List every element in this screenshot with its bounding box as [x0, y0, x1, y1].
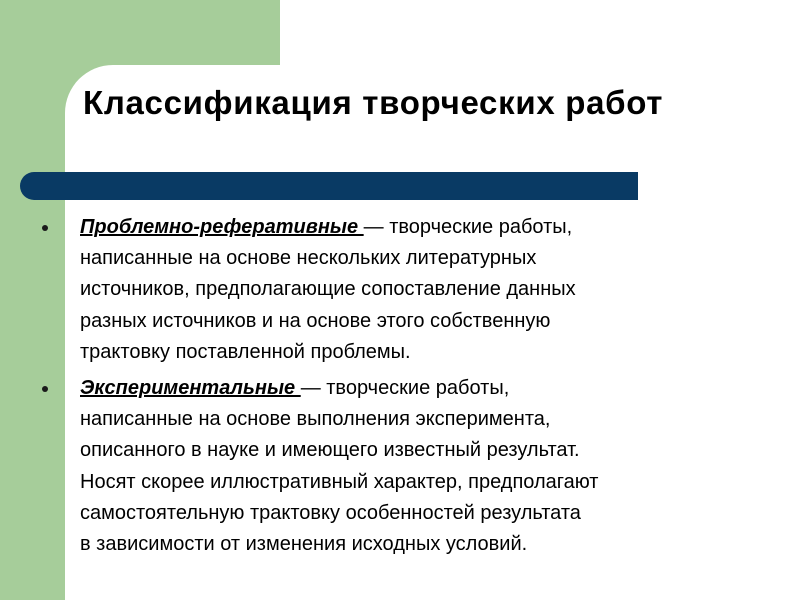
definition-line: самостоятельную трактовку особенностей результата	[80, 501, 581, 524]
definition-text: — творческие работы,	[300, 377, 510, 400]
bullet-icon	[42, 386, 48, 392]
slide-title: Классификация творческих работ	[83, 84, 664, 121]
definition-line: описанного в науке и имеющего известный результат.	[80, 439, 580, 462]
bullet-list	[40, 212, 785, 560]
bullet-item-problem-abstract	[40, 212, 785, 368]
definition-line: источников, предполагающие сопоставление данных	[80, 278, 576, 301]
definition-line: Носят скорее иллюстративный характер, предполагают	[80, 470, 599, 493]
bullet-item-experimental	[40, 373, 785, 560]
bullet-icon	[42, 225, 48, 231]
definition-text: — творческие работы,	[363, 216, 573, 238]
definition-line: разных источников и на основе этого собственную	[80, 309, 551, 332]
definition-line: в зависимости от изменения исходных условий.	[80, 533, 528, 556]
definition-line: написанные на основе выполнения эксперимента,	[80, 408, 551, 431]
definition-line: трактовку поставленной проблемы.	[80, 340, 411, 363]
title-underline-bar	[20, 172, 638, 200]
definition-line: написанные на основе нескольких литературных	[80, 247, 537, 270]
term-experimental: Экспериментальные	[80, 377, 301, 400]
term-problem-abstract: Проблемно-реферативные	[80, 216, 364, 238]
bullet-first-line	[80, 373, 785, 404]
bullet-first-line	[80, 212, 785, 243]
